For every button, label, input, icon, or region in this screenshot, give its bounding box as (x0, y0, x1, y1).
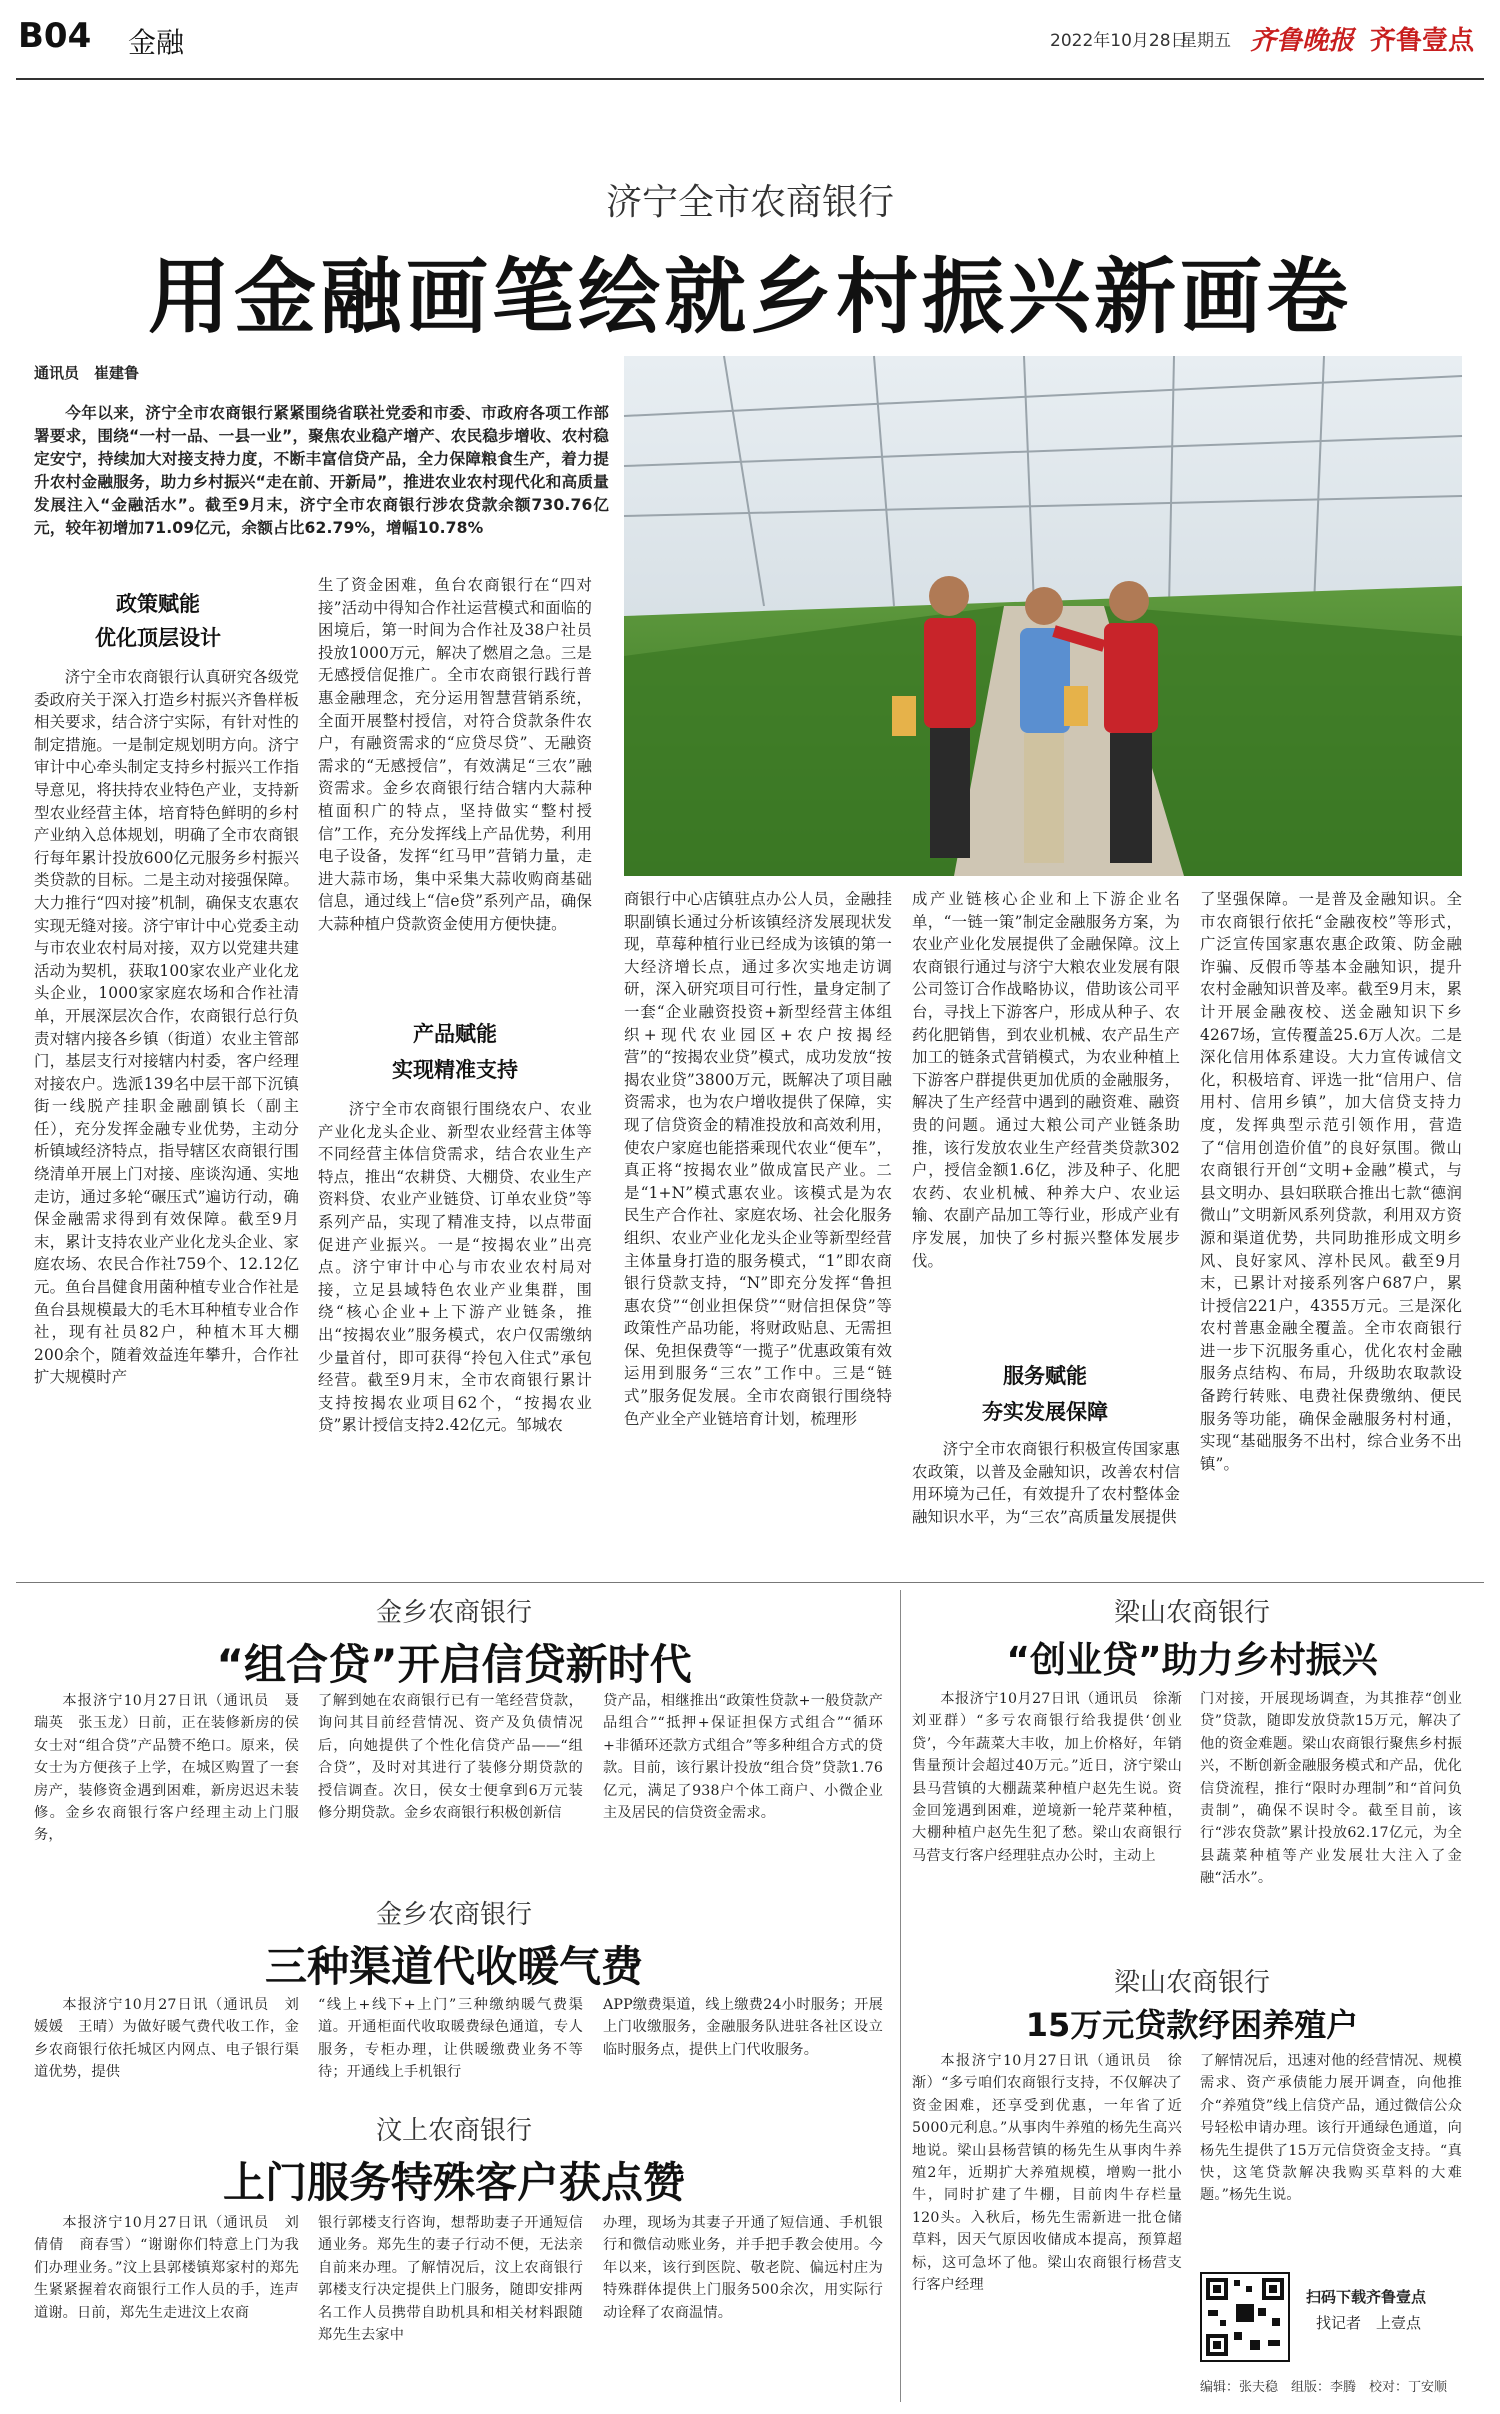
art4-col3 (603, 2212, 883, 2402)
col2a-text: 生了资金困难，鱼台农商银行在“四对接”活动中得知合作社运营模式和面临的困境后，第一时间为合作社及38户社员投放1000万元，解决了燃眉之急。三是无感授信促推广。全市农商银行践行普惠金融理念，充分运用智慧营销系统，全面开展整村授信，对符合贷款条件农户，有融资需求的“应贷尽贷”、无融资需求的“无感授信”，有效满足“三农”融资需求。金乡农商银行结合辖内大蒜种植面积广的特点，坚持做实“整村授信”工作，充分发挥线上产品优势，利用电子设备，发挥“红马甲”营销力量，走进大蒜市场，集中采集大蒜收购商基础信息，通过线上“信e贷”系列产品，确保大蒜种植户贷款资金使用方便快捷。 (318, 576, 592, 933)
paper-logo: 齐鲁晚报 (1250, 26, 1355, 56)
qr-code-icon (1202, 2274, 1288, 2360)
lead-byline: 通讯员 崔建鲁 (34, 364, 140, 382)
lead-col5 (1200, 888, 1462, 1568)
col1-text: 济宁全市农商银行认真研究各级党委政府关于深入打造乡村振兴齐鲁样板相关要求，结合济宁实际，有针对性的制定措施。一是制定规划明方向。济宁审计中心牵头制定支持乡村振兴工作指导意见，将扶持农业特色产业，支持新型农业经营主体，培育特色鲜明的乡村产业纳入总体规划，明确了全市农商银行每年累计投放600亿元服务乡村振兴类贷款的目标。二是主动对接强保障。大力推行“四对接”机制，确保支农惠农实现无缝对接。济宁审计中心党委主动与市农业农村局对接，双方以党建共建活动为契机，获取100家农业产业化龙头企业，1000家家庭农场和合作社清单，开展深层次合作，农商银行总行负责对辖内接各乡镇（街道）农业主管部门，基层支行对接辖内村委，客户经理对接农户。选派139名中层干部下沉镇街一线脱产挂职金融副镇长（副主任），充分发挥金融专业优势，主动分析镇域经济特点，指导辖区农商银行围绕清单开展上门对接、座谈沟通、实地走访，通过多轮“碾压式”遍访行动，确保金融需求得到有效保障。截至9月末，累计支持农业产业化龙头企业、家庭农场、农民合作社759个、12.12亿元。鱼台昌健食用菌种植专业合作社是鱼台县规模最大的毛木耳种植专业合作社，现有社员82户，种植木耳大棚200余个，随着效益连年攀升，合作社扩大规模时产 (34, 668, 299, 1387)
col2b-text: 济宁全市农商银行围绕农户、农业产业化龙头企业、新型农业经营主体等不同经营主体信贷需求，结合农业生产特点，推出“农耕贷、大棚贷、农业生产资料贷、农业产业链贷、订单农业贷”等系列产品，实现了精准支持，以点带面促进产业振兴。一是“按揭农业”出亮点。济宁审计中心与市农业农村局对接，立足县域特色农业产业集群，围绕“核心企业+上下游产业链条，推出“按揭农业”服务模式，农户仅需缴纳少量首付，即可获得“拎包入住式”承包经营。截至9月末，全市农商银行累计支持按揭农业项目62个，“按揭农业贷”累计授信支持2.42亿元。邹城农 (318, 1100, 592, 1435)
art2-c1: 本报济宁10月27日讯（通讯员 聂瑞英 张玉龙）日前，正在装修新房的侯女士对“组合贷”产品赞不绝口。原来，侯女士为方便孩子上学，在城区购置了一套房产，装修资金遇到困难，新房迟迟未装修。金乡农商银行客户经理主动上门服务， (34, 1693, 299, 1844)
art3-c1: 本报济宁10月27日讯（通讯员 刘媛媛 王晴）为做好暖气费代收工作，金乡农商银行依托城区内网点、电子银行渠道优势，提供 (34, 1997, 299, 2081)
art6-c2: 了解情况后，迅速对他的经营情况、规模需求、资产承债能力展开调查，向他推介“养殖贷”线上信贷产品，通过微信公众号轻松申请办理。该行开通绿色通道，向杨先生提供了15万元信贷资金支持。“真快，这笔贷款解决我购买草料的大难题。”杨先生说。 (1200, 2053, 1462, 2204)
lead-intro (34, 402, 609, 567)
art5-c1: 本报济宁10月27日讯（通讯员 徐渐 刘亚群）“多亏农商银行给我提供‘创业贷’，今年蔬菜大丰收，加上价格好，年销售量预计会超过40万元。”近日，济宁梁山县马营镇的大棚蔬菜种植户赵先生说。资金回笼遇到困难，逆境新一轮芹菜种植，大棚种植户赵先生犯了愁。梁山农商银行马营支行客户经理驻点办公时，主动上 (912, 1691, 1197, 1864)
weekday: 星期五 (1180, 31, 1231, 51)
lead-sub3: 服务赋能 (1003, 1364, 1087, 1388)
qr-code[interactable] (1200, 2272, 1290, 2362)
lead-title: 用金融画笔绘就乡村振兴新画卷 (147, 250, 1352, 345)
art3-c2: “线上+线下+上门”三种缴纳暖气费渠道。开通柜面代收取暖费绿色通道，专人服务，专柜办理，让供暖缴费业务不等待；开通线上手机银行 (318, 1997, 583, 2081)
art5-col1 (912, 1688, 1197, 1956)
art6-title: 15万元贷款纾困养殖户 (1025, 2006, 1359, 2044)
qr-label: 扫码下载齐鲁壹点 (1306, 2288, 1427, 2306)
lead-sub1: 政策赋能 (116, 592, 200, 616)
art4-title: 上门服务特殊客户获点赞 (222, 2158, 685, 2207)
art3-kicker: 金乡农商银行 (375, 1900, 532, 1930)
brand-logo: 齐鲁壹点 (1370, 26, 1475, 56)
lead-sub1b: 优化顶层设计 (95, 626, 221, 650)
art2-title: “组合贷”开启信贷新时代 (216, 1640, 692, 1689)
art5-col2 (1200, 1688, 1462, 1956)
art4-c1: 本报济宁10月27日讯（通讯员 刘倩倩 商春雪）“谢谢你们特意上门为我们办理业务。”汶上县郭楼镇郑家村的郑先生紧紧握着农商银行工作人员的手，连声道谢。日前，郑先生走进汶上农商 (34, 2215, 299, 2321)
art3-col3 (603, 1994, 883, 2086)
intro-text: 今年以来，济宁全市农商银行紧紧围绕省联社党委和市委、市政府各项工作部署要求，围绕“一村一品、一县一业”，聚焦农业稳产增产、农民稳步增收、农村稳定安宁，持续加大对接支持力度，不断丰富信贷产品，全力保障粮食生产，着力提升农村金融服务，助力乡村振兴“走在前、开新局”，推进农业农村现代化和高质量发展注入“金融活水”。截至9月末，济宁全市农商银行涉农贷款余额730.76亿元，较年初增加71.09亿元，余额占比62.79%，增幅10.78% (34, 404, 609, 537)
editors-credit: 编辑：张夫稳 组版：李腾 校对：丁安顺 (1200, 2380, 1448, 2395)
bottom-divider (900, 1590, 901, 2402)
art5-title: “创业贷”助力乡村振兴 (1006, 1640, 1378, 1681)
lead-col3 (624, 888, 892, 1568)
col4-text: 成产业链核心企业和上下游企业名单，“一链一策”制定金融服务方案，为农业产业化发展提供了金融保障。汶上农商银行通过与济宁大粮农业发展有限公司签订合作战略协议，借助该公司平台，寻找上下游客户，形成从种子、农药化肥销售，到农业机械、农产品生产加工的链条式营销模式，为农业种植上下游客户群提供更加优质的金融服务，解决了生产经营中遇到的融资难、融资贵的问题。通过大粮公司产业链条助推，该行发放农业生产经营类贷款302户，授信金额1.6亿，涉及种子、化肥农药、农业机械、种养大户、农业运输、农副产品加工等行业，形成产业有序发展，加快了乡村振兴整体发展步伐。 (912, 890, 1180, 1270)
greenhouse-image (624, 356, 1462, 876)
art5-kicker: 梁山农商银行 (1113, 1598, 1270, 1628)
col5-text: 了坚强保障。一是普及金融知识。全市农商银行依托“金融夜校”等形式，广泛宣传国家惠农惠企政策、防金融诈骗、反假币等基本金融知识，提升农村金融知识普及率。截至9月末，累计开展金融夜校、送金融知识下乡4267场，宣传覆盖25.6万人次。二是深化信用体系建设。大力宣传诚信文化，积极培育、评选一批“信用户、信用村、信用乡镇”，加大信贷支持力度，发挥典型示范引领作用，营造了“信用创造价值”的良好氛围。微山农商银行开创“文明+金融”模式，与县文明办、县妇联联合推出七款“德润微山”文明新风系列贷款，利用双方资源和渠道优势，共同助推形成文明乡风、良好家风、淳朴民风。截至9月末，已累计对接系列客户687户，累计授信221户，4355万元。三是深化农村普惠金融全覆盖。全市农商银行进一步下沉服务重心，优化农村金融服务点结构、布局，升级助农取款设备跨行转账、电费社保费缴纳、便民服务等功能，确保金融服务村村通，实现“基础服务不出村，综合业务不出镇”。 (1200, 890, 1462, 1473)
art2-c2: 了解到她在农商银行已有一笔经营贷款，询问其目前经营情况、资产及负债情况后，向她提供了个性化信贷产品——“组合贷”，及时对其进行了装修分期贷款的授信调查。次日，侯女士便拿到6万元装修分期贷款。金乡农商银行积极创新信 (318, 1693, 583, 1822)
art6-c1: 本报济宁10月27日讯（通讯员 徐渐）“多亏咱们农商银行支持，不仅解决了资金困难，还享受到优惠，一年省了近5000元利息。”从事肉牛养殖的杨先生高兴地说。梁山县杨营镇的杨先生从事肉牛养殖2年，近期扩大养殖规模，增购一批小牛，同时扩建了牛棚，目前肉牛存栏量120头。入秋后，杨先生需新进一批仓储草料，因天气原因收储成本提高，预算超标，这可急坏了他。梁山农商银行杨营支行客户经理 (912, 2053, 1182, 2294)
art6-col2 (1200, 2050, 1462, 2262)
art4-col2 (318, 2212, 583, 2402)
lead-sub2b: 实现精准支持 (392, 1058, 518, 1082)
art4-c2: 银行郭楼支行咨询，想帮助妻子开通短信通业务。郑先生的妻子行动不便，无法亲自前来办理。了解情况后，汶上农商银行郭楼支行决定提供上门服务，随即安排两名工作人员携带自助机具和相关材料跟随郑先生去家中 (318, 2215, 583, 2344)
art4-c3: 办理，现场为其妻子开通了短信通、手机银行和微信动账业务，并手把手教会使用。今年以来，该行到医院、敬老院、偏远村庄为特殊群体提供上门服务500余次，用实际行动诠释了农商温情。 (603, 2215, 883, 2321)
masthead-rule (16, 78, 1484, 80)
art4-col1 (34, 2212, 299, 2402)
lead-col2b (318, 1098, 592, 1564)
lead-photo (624, 356, 1462, 876)
art4-kicker: 汶上农商银行 (375, 2116, 532, 2146)
art2-col1 (34, 1690, 299, 1870)
art3-col2 (318, 1994, 583, 2086)
art2-col3 (603, 1690, 883, 1870)
art2-col2 (318, 1690, 583, 1870)
lead-col4 (912, 888, 1180, 1340)
section-name: 金融 (128, 26, 185, 59)
lead-col2a (318, 574, 592, 1024)
art6-col1 (912, 2050, 1182, 2402)
lead-col4b (912, 1438, 1180, 1568)
art2-kicker: 金乡农商银行 (375, 1598, 532, 1628)
lead-sub2: 产品赋能 (413, 1022, 497, 1046)
lead-sub3b: 夯实发展保障 (982, 1400, 1108, 1424)
person-left (924, 576, 976, 858)
art3-c3: APP缴费渠道，线上缴费24小时服务；开展上门收缴服务，金融服务队进驻各社区设立临时服务点，提供上门代收服务。 (603, 1997, 883, 2058)
art3-col1 (34, 1994, 299, 2086)
art2-c3: 贷产品，相继推出“政策性贷款+一般贷款产品组合”“抵押+保证担保方式组合”“循环+非循环还款方式组合”等多种组合方式的贷款。目前，该行累计投放“组合贷”贷款1.76亿元，满足了938户个体工商户、小微企业主及居民的信贷资金需求。 (603, 1693, 883, 1822)
art3-title: 三种渠道代收暖气费 (264, 1942, 643, 1991)
lead-bottom-rule (16, 1582, 1484, 1583)
issue-date: 2022年10月28日 (1050, 31, 1188, 51)
col3-text: 商银行中心店镇驻点办公人员，金融挂职副镇长通过分析该镇经济发展现状发现，草莓种植行业已经成为该镇的第一大经济增长点，通过多次实地走访调研，深入研究项目可行性，量身定制了一套“企业融资投资+新型经营主体组织+现代农业园区+农户按揭经营”的“按揭农业贷”模式，成功发放“按揭农业贷”3800万元，既解决了项目融资需求，也为农户增收提供了保障，实现了信贷资金的精准投放和高效利用，使农户家庭也能搭乘现代农业“便车”，真正将“按揭农业”做成富民产业。二是“1+N”模式惠农业。该模式是为农民生产合作社、家庭农场、社会化服务组织、农业产业化龙头企业等新型经营主体量身打造的服务模式，“1”即农商银行贷款支持，“N”即充分发挥“鲁担惠农贷”“创业担保贷”“财信担保贷”等政策性产品功能，将财政贴息、无需担保、免担保费等“一揽子”优惠政策有效运用到服务“三农”工作中。三是“链式”服务促发展。全市农商银行围绕特色产业全产业链培育计划，梳理形 (624, 890, 892, 1428)
art6-kicker: 梁山农商银行 (1113, 1968, 1270, 1998)
lead-col1 (34, 666, 299, 1566)
col4b-text: 济宁全市农商银行积极宣传国家惠农政策，以普及金融知识，改善农村信用环境为己任，有效提升了农村整体金融知识水平，为“三农”高质量发展提供 (912, 1440, 1180, 1526)
page-number: B04 (18, 16, 92, 56)
lead-kicker: 济宁全市农商银行 (605, 182, 894, 223)
qr-sublabel: 找记者 上壹点 (1316, 2314, 1422, 2332)
art5-c2: 门对接，开展现场调查，为其推荐“创业贷”贷款，随即发放贷款15万元，解决了他的资金难题。梁山农商银行聚焦乡村振兴，不断创新金融服务模式和产品，优化信贷流程，推行“限时办理制”和“首问负责制”，确保不误时令。截至目前，该行“涉农贷款”累计投放62.17亿元，为全县蔬菜种植等产业发展壮大注入了金融“活水”。 (1200, 1691, 1462, 1887)
